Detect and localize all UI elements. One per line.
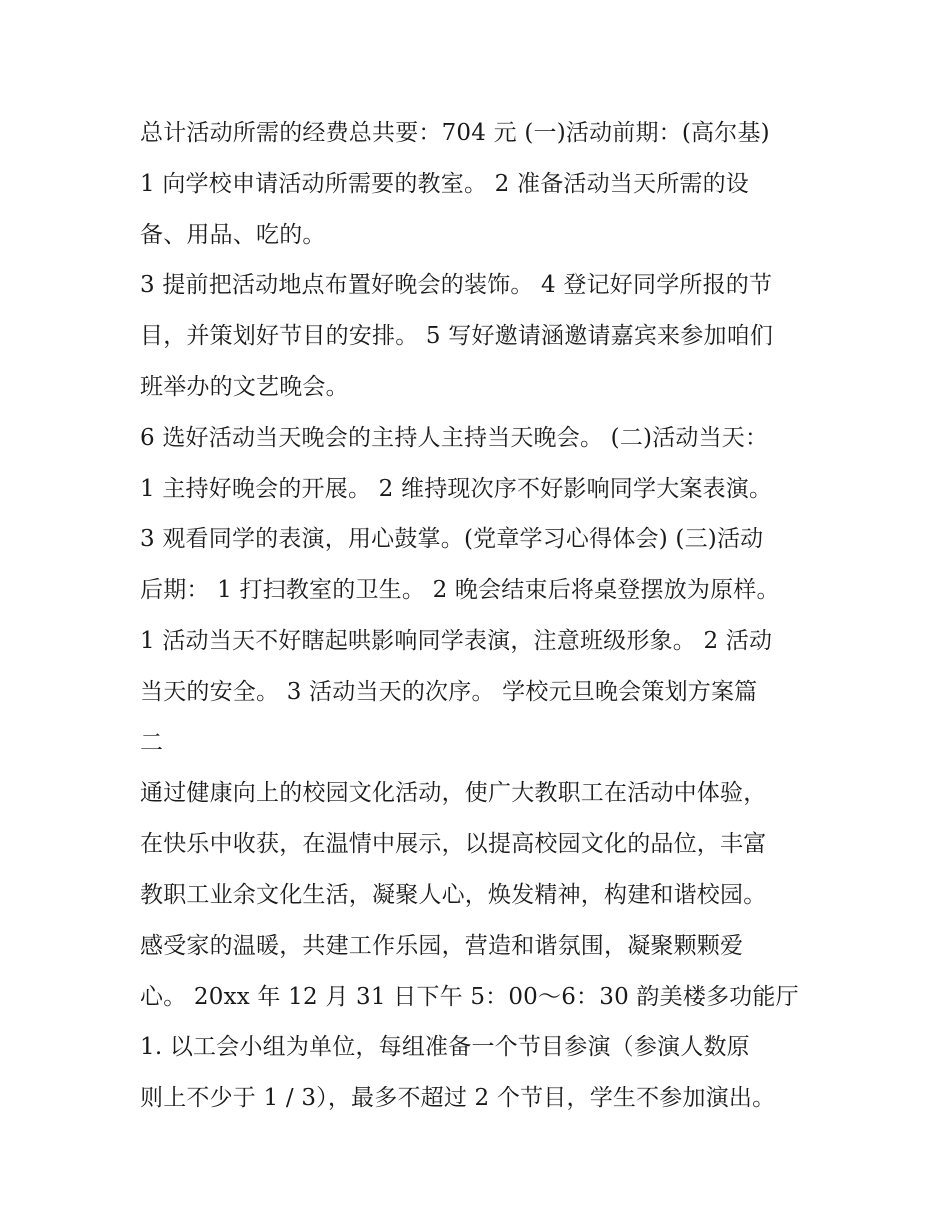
text-line: 1 主持好晚会的开展。 2 维持现次序不好影响同学大案表演。 [140, 475, 773, 502]
text-line: 在快乐中收获，在温情中展示，以提高校园文化的品位，丰富 [140, 831, 767, 858]
text-line: 感受家的温暖，共建工作乐园，营造和谐氛围，凝聚颗颗爱 [140, 932, 744, 959]
document-body [140, 108, 840, 1124]
text-line: 班举办的文艺晚会。 [140, 373, 349, 400]
text-line: 则上不少于 1 / 3），最多不超过 2 个节目，学生不参加演出。 [140, 1085, 776, 1112]
text-line: 通过健康向上的校园文化活动，使广大教职工在活动中体验， [140, 780, 767, 807]
text-line: 二 [140, 729, 164, 756]
text-line: 1 活动当天不好瞎起哄影响同学表演，注意班级形象。 2 活动 [140, 627, 773, 654]
text-line: 1 向学校申请活动所需要的教室。 2 准备活动当天所需的设 [140, 170, 749, 197]
text-line: 3 提前把活动地点布置好晚会的装饰。 4 登记好同学所报的节 [140, 272, 773, 299]
text-line: 3 观看同学的表演，用心鼓掌。(党章学习心得体会) (三)活动 [140, 526, 764, 553]
text-line: 备、用品、吃的。 [140, 221, 326, 248]
text-line: 1. 以工会小组为单位，每组准备一个节目参演（参演人数原 [140, 1034, 750, 1061]
text-line: 后期： 1 打扫教室的卫生。 2 晚会结束后将桌登摆放为原样。 [140, 577, 780, 604]
text-line: 目，并策划好节目的安排。 5 写好邀请涵邀请嘉宾来参加咱们 [140, 323, 774, 350]
text-line: 总计活动所需的经费总共要：704 元 (一)活动前期：(高尔基) [140, 120, 770, 146]
text-line: 6 选好活动当天晚会的主持人主持当天晚会。 (二)活动当天： [140, 424, 769, 451]
text-line: 当天的安全。 3 活动当天的次序。 学校元旦晚会策划方案篇 [140, 678, 758, 705]
text-line: 教职工业余文化生活，凝聚人心，焕发精神，构建和谐校园。 [140, 881, 767, 908]
text-line: 心。 20xx 年 12 月 31 日下午 5：00～6：30 韵美楼多功能厅 [140, 983, 799, 1010]
